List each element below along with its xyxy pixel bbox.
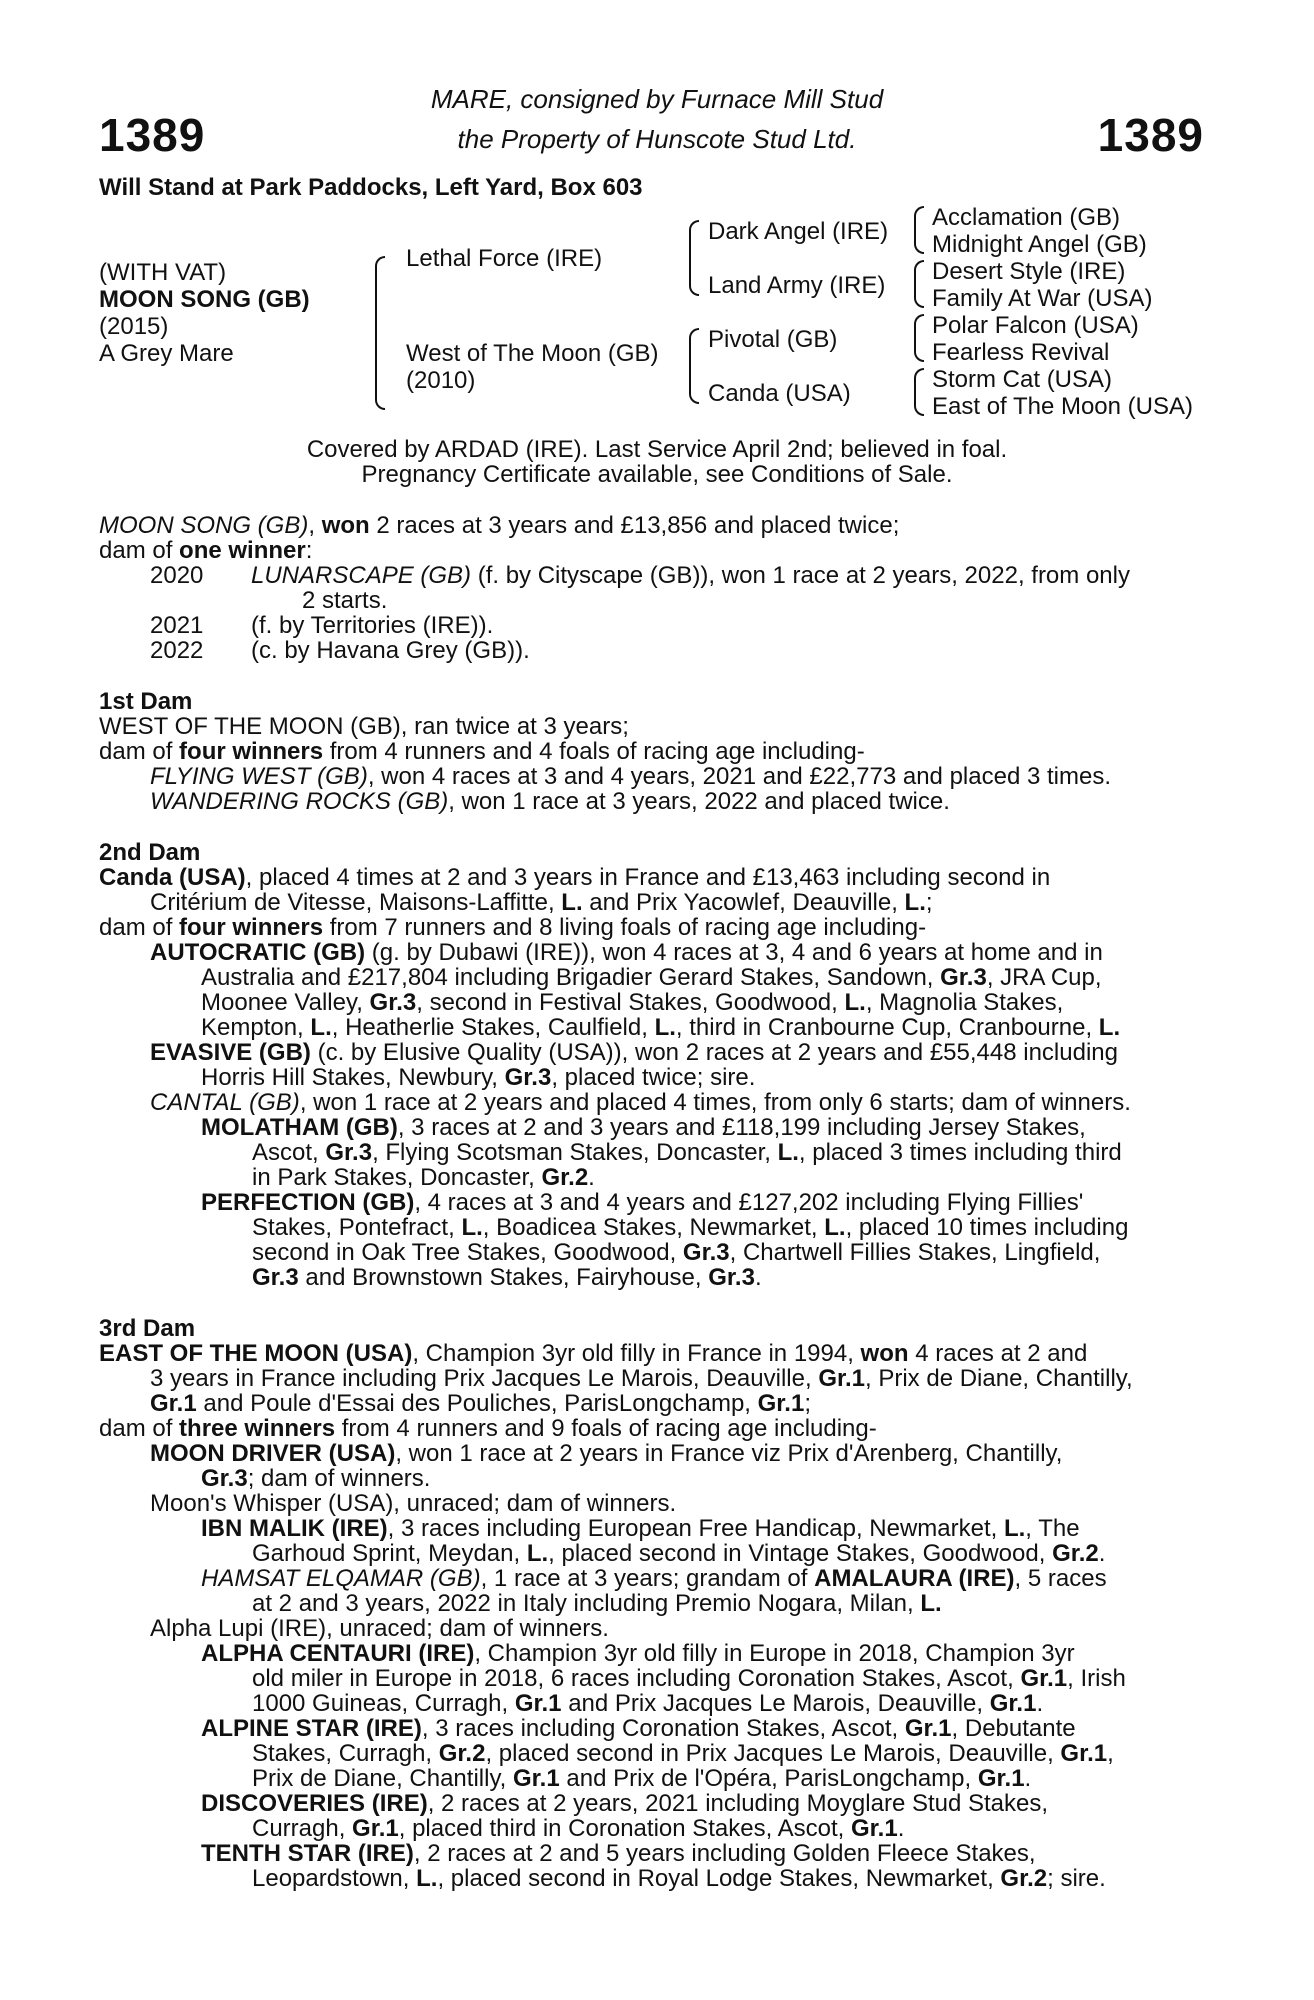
section-heading: 1st Dam	[99, 688, 193, 715]
grade: Gr.3	[682, 1239, 730, 1266]
lot-number-right: 1389	[1097, 109, 1204, 161]
progeny-year: 2020	[150, 562, 204, 589]
grade: Gr.1	[757, 1390, 805, 1417]
won-word: won	[321, 512, 370, 539]
text: , won 4 races at 3 and 4 years, 2021 and £22,773 and placed 3 times.	[367, 763, 1111, 790]
text: , Magnolia Stakes,	[865, 989, 1064, 1016]
text: Ascot,	[252, 1139, 326, 1166]
produce-cont	[252, 1540, 1105, 1568]
produce-entry	[150, 788, 950, 816]
produce-entry	[201, 1515, 1080, 1543]
grade: Gr.3	[369, 989, 417, 1016]
produce-entry	[201, 1189, 1083, 1217]
text: , 2 races at 2 and 5 years including Golden Fleece Stakes,	[413, 1840, 1036, 1867]
text: , Chartwell Fillies Stakes, Lingfield,	[729, 1239, 1101, 1266]
listed-grade: L.	[561, 889, 583, 916]
produce-name: ALPHA CENTAURI (IRE)	[201, 1640, 475, 1667]
gen4-6: Fearless Revival	[932, 339, 1110, 366]
produce-cont	[252, 1815, 904, 1843]
produce-cont	[201, 1014, 1120, 1042]
dam-line	[150, 889, 933, 917]
text: , 5 races	[1014, 1565, 1107, 1592]
text: from 7 runners and 8 living foals of racing age including-	[323, 914, 927, 941]
sire: Lethal Force (IRE)	[406, 245, 603, 272]
progeny-cont: 2 starts.	[302, 587, 388, 614]
produce-cont	[252, 1164, 595, 1192]
sire-sire: Dark Angel (IRE)	[708, 218, 889, 245]
text: and Prix de l'Opéra, ParisLongchamp,	[559, 1765, 978, 1792]
text: , won 1 race at 2 years and placed 4 times, from only 6 starts; dam of winners.	[299, 1089, 1131, 1116]
stand-location: Will Stand at Park Paddocks, Left Yard, Box 603	[99, 174, 643, 201]
produce-cont	[252, 1765, 1031, 1793]
horse-name: MOON SONG (GB)	[99, 286, 310, 313]
text: Prix de Diane, Chantilly,	[252, 1765, 513, 1792]
grade: Gr.3	[201, 1465, 248, 1492]
dam-year: (2010)	[406, 367, 476, 394]
produce-entry	[201, 1840, 1036, 1868]
text: , Boadicea Stakes, Newmarket,	[482, 1214, 825, 1241]
text: Kempton,	[201, 1014, 311, 1041]
pedigree-brace	[689, 220, 699, 296]
produce-entry	[201, 1715, 1076, 1743]
listed-grade: L.	[844, 989, 866, 1016]
grade: Gr.1	[1060, 1740, 1108, 1767]
grade: Gr.1	[818, 1365, 866, 1392]
grade: Gr.3	[940, 964, 987, 991]
text: Moonee Valley,	[201, 989, 370, 1016]
text: 3 years in France including Prix Jacques Le Marois, Deauville,	[150, 1365, 819, 1392]
text: :	[305, 537, 313, 564]
text: , Flying Scotsman Stakes, Doncaster,	[372, 1139, 778, 1166]
progeny-year: 2021	[150, 612, 204, 639]
progeny-name: LUNARSCAPE (GB)	[251, 562, 472, 589]
text: , placed 4 times at 2 and 3 years in France and £13,463 including second in	[245, 864, 1051, 891]
produce-cont	[252, 1139, 1122, 1167]
text: ;	[925, 889, 933, 916]
grade: Gr.1	[352, 1815, 399, 1842]
mare-name: MOON SONG (GB)	[99, 512, 309, 539]
text: 1000 Guineas, Curragh,	[252, 1690, 515, 1717]
pedigree-brace	[914, 206, 924, 254]
horse-description: A Grey Mare	[99, 340, 234, 367]
progeny-year: 2022	[150, 637, 204, 664]
text: , second in Festival Stakes, Goodwood,	[416, 989, 845, 1016]
dam-dam: Canda (USA)	[708, 380, 851, 407]
gen4-3: Desert Style (IRE)	[932, 258, 1126, 285]
text: (g. by Dubawi (IRE)), won 4 races at 3, 4 and 6 years at home and in	[365, 939, 1103, 966]
dam-line	[99, 864, 1202, 892]
text: , won 1 race at 2 years in France viz Prix d'Arenberg, Chantilly,	[395, 1440, 1063, 1467]
gen4-8: East of The Moon (USA)	[932, 393, 1193, 420]
grade: Gr.2	[541, 1164, 589, 1191]
text: , Heatherlie Stakes, Caulfield,	[331, 1014, 655, 1041]
text: and Prix Jacques Le Marois, Deauville,	[561, 1690, 990, 1717]
text: Curragh,	[252, 1815, 353, 1842]
dam-sire: Pivotal (GB)	[708, 326, 838, 353]
dam-name: Canda (USA)	[99, 864, 246, 891]
grade: Gr.1	[150, 1390, 197, 1417]
text: .	[1024, 1765, 1032, 1792]
produce-name: PERFECTION (GB)	[201, 1189, 415, 1216]
text: , The	[1025, 1515, 1080, 1542]
listed-grade: L.	[777, 1139, 799, 1166]
text: , Prix de Diane, Chantilly,	[865, 1365, 1133, 1392]
text: , Irish	[1067, 1665, 1126, 1692]
text: Garhoud Sprint, Meydan,	[252, 1540, 527, 1567]
lot-number-left: 1389	[99, 109, 206, 161]
text: dam of	[99, 1415, 180, 1442]
pregnancy-note: Pregnancy Certificate available, see Conditions of Sale.	[361, 461, 953, 488]
produce-entry	[201, 1114, 1086, 1142]
grade: Gr.2	[438, 1740, 486, 1767]
dam-line: WEST OF THE MOON (GB), ran twice at 3 years;	[99, 713, 629, 740]
listed-grade: L.	[824, 1214, 846, 1241]
produce-cont	[252, 1214, 1128, 1242]
listed-grade: L.	[310, 1014, 332, 1041]
produce-name: WANDERING ROCKS (GB)	[150, 788, 449, 815]
produce-name: AMALAURA (IRE)	[814, 1565, 1015, 1592]
text: , placed second in Royal Lodge Stakes, Newmarket,	[437, 1865, 1001, 1892]
text: , third in Cranbourne Cup, Cranbourne,	[675, 1014, 1099, 1041]
produce-cont	[201, 1064, 755, 1092]
produce-entry	[150, 1089, 1131, 1117]
sire-dam: Land Army (IRE)	[708, 272, 886, 299]
section-heading: 2nd Dam	[99, 839, 201, 866]
text: , placed 10 times including	[845, 1214, 1129, 1241]
progeny-entry: (c. by Havana Grey (GB)).	[251, 637, 530, 664]
text: at 2 and 3 years, 2022 in Italy including Premio Nogara, Milan,	[252, 1590, 921, 1617]
produce-cont	[201, 1465, 430, 1493]
produce-name: TENTH STAR (IRE)	[201, 1840, 414, 1867]
winners-count: four winners	[179, 738, 324, 765]
produce-name: FLYING WEST (GB)	[150, 763, 368, 790]
produce-name: EVASIVE (GB)	[150, 1039, 311, 1066]
text: Leopardstown,	[252, 1865, 417, 1892]
listed-grade: L.	[1003, 1515, 1026, 1542]
produce-name: MOON DRIVER (USA)	[150, 1440, 396, 1467]
text: ; dam of winners.	[247, 1465, 431, 1492]
text: Critérium de Vitesse, Maisons-Laffitte,	[150, 889, 562, 916]
grade: Gr.2	[1052, 1540, 1099, 1567]
section-heading: 3rd Dam	[99, 1315, 196, 1342]
vat-label: (WITH VAT)	[99, 259, 227, 286]
text: dam of	[99, 914, 180, 941]
grade: Gr.3	[708, 1264, 755, 1291]
produce-entry	[150, 763, 1111, 791]
dam-line	[150, 1365, 1133, 1393]
dam-line	[99, 1415, 877, 1443]
text: from 4 runners and 4 foals of racing age including-	[323, 738, 865, 765]
pedigree-brace	[914, 260, 924, 308]
produce-name: MOLATHAM (GB)	[201, 1114, 398, 1141]
progeny-entry	[251, 562, 1130, 590]
text: , 1 race at 3 years; grandam of	[480, 1565, 815, 1592]
gen4-4: Family At War (USA)	[932, 285, 1153, 312]
text: , placed second in Vintage Stakes, Goodwood,	[548, 1540, 1053, 1567]
record-line: MOON SONG (GB), won 2 races at 3 years and £13,856 and placed twice;	[99, 512, 900, 539]
pedigree-brace	[375, 256, 385, 410]
text: from 4 runners and 9 foals of racing age including-	[335, 1415, 877, 1442]
won-word: won	[860, 1340, 909, 1367]
produce-name: AUTOCRATIC (GB)	[150, 939, 366, 966]
produce-entry	[201, 1565, 1107, 1593]
pedigree-brace	[689, 328, 699, 404]
pedigree-brace	[914, 314, 924, 362]
text: and Prix Yacowlef, Deauville,	[582, 889, 905, 916]
text: , JRA Cup,	[986, 964, 1102, 991]
progeny-entry: (f. by Territories (IRE)).	[251, 612, 494, 639]
grade: Gr.1	[513, 1765, 560, 1792]
produce-entry	[201, 1790, 1048, 1818]
text: , 2 races at 2 years, 2021 including Moyglare Stud Stakes,	[427, 1790, 1049, 1817]
produce-cont	[252, 1264, 762, 1292]
listed-grade: L.	[526, 1540, 549, 1567]
listed-grade: L.	[1098, 1014, 1121, 1041]
text: dam of	[99, 738, 180, 765]
produce-name: ALPINE STAR (IRE)	[201, 1715, 422, 1742]
text: , 4 races at 3 and 4 years and £127,202 including Flying Fillies'	[414, 1189, 1084, 1216]
produce-cont	[201, 989, 1063, 1017]
text: ; sire.	[1047, 1865, 1106, 1892]
grade: Gr.1	[989, 1690, 1037, 1717]
produce-entry	[150, 1440, 1062, 1468]
text: .	[897, 1815, 905, 1842]
listed-grade: L.	[654, 1014, 676, 1041]
text: , 3 races including European Free Handicap, Newmarket,	[387, 1515, 1004, 1542]
produce-entry	[150, 939, 1103, 967]
text: .	[1098, 1540, 1106, 1567]
consignor-line-2: the Property of Hunscote Stud Ltd.	[457, 124, 857, 154]
grade: Gr.1	[904, 1715, 952, 1742]
text: .	[588, 1164, 595, 1191]
produce-cont	[252, 1740, 1114, 1768]
gen4-1: Acclamation (GB)	[932, 204, 1121, 231]
text: old miler in Europe in 2018, 6 races including Coronation Stakes, Ascot,	[252, 1665, 1021, 1692]
gen4-7: Storm Cat (USA)	[932, 366, 1113, 393]
produce-name: IBN MALIK (IRE)	[201, 1515, 388, 1542]
dam-line	[99, 738, 865, 766]
text: 2 races at 3 years and £13,856 and placed twice;	[369, 512, 900, 539]
text: second in Oak Tree Stakes, Goodwood,	[252, 1239, 683, 1266]
text: , won 1 race at 3 years, 2022 and placed twice.	[448, 788, 950, 815]
grade: Gr.1	[1020, 1665, 1068, 1692]
text: and Poule d'Essai des Pouliches, ParisLongchamp,	[196, 1390, 758, 1417]
text: , placed third in Coronation Stakes, Ascot,	[398, 1815, 851, 1842]
text: , 3 races including Coronation Stakes, Ascot,	[421, 1715, 905, 1742]
produce-cont	[252, 1239, 1100, 1267]
listed-grade: L.	[416, 1865, 438, 1892]
produce-entry: Alpha Lupi (IRE), unraced; dam of winners.	[150, 1615, 609, 1642]
produce-cont	[252, 1590, 942, 1618]
covered-by: Covered by ARDAD (IRE). Last Service April 2nd; believed in foal.	[306, 436, 1008, 463]
winners-count: three winners	[179, 1415, 336, 1442]
record-line	[99, 537, 312, 565]
text: , placed second in Prix Jacques Le Marois, Deauville,	[485, 1740, 1061, 1767]
produce-entry: Moon's Whisper (USA), unraced; dam of winners.	[150, 1490, 677, 1517]
gen4-2: Midnight Angel (GB)	[932, 231, 1147, 258]
winners-count: four winners	[179, 914, 324, 941]
text: ,	[1107, 1740, 1114, 1767]
produce-entry	[201, 1640, 1075, 1668]
text: , placed twice; sire.	[551, 1064, 756, 1091]
produce-name: DISCOVERIES (IRE)	[201, 1790, 428, 1817]
dam-line	[99, 1340, 1087, 1368]
grade: Gr.1	[514, 1690, 562, 1717]
grade: Gr.1	[851, 1815, 898, 1842]
listed-grade: L.	[461, 1214, 483, 1241]
dam-name: EAST OF THE MOON (USA)	[99, 1340, 413, 1367]
text: Horris Hill Stakes, Newbury,	[201, 1064, 505, 1091]
grade: Gr.1	[977, 1765, 1025, 1792]
produce-cont	[201, 964, 1102, 992]
text: .	[754, 1264, 762, 1291]
gen4-5: Polar Falcon (USA)	[932, 312, 1139, 339]
listed-grade: L.	[920, 1590, 942, 1617]
grade: Gr.3	[325, 1139, 373, 1166]
winners-count: one winner	[179, 537, 306, 564]
produce-cont	[252, 1865, 1106, 1893]
pedigree-brace	[914, 368, 924, 416]
grade: Gr.3	[252, 1264, 299, 1291]
text: .	[1036, 1690, 1044, 1717]
text: and Brownstown Stakes, Fairyhouse,	[298, 1264, 709, 1291]
text: in Park Stakes, Doncaster,	[252, 1164, 542, 1191]
text: dam of	[99, 537, 180, 564]
text: , Champion 3yr old filly in Europe in 2018, Champion 3yr	[474, 1640, 1075, 1667]
text: , placed 3 times including third	[798, 1139, 1122, 1166]
text: (f. by Cityscape (GB)), won 1 race at 2 years, 2022, from only	[471, 562, 1130, 589]
text: Australia and £217,804 including Brigadier Gerard Stakes, Sandown,	[201, 964, 941, 991]
text: Stakes, Curragh,	[252, 1740, 439, 1767]
listed-grade: L.	[904, 889, 926, 916]
dam-line	[99, 914, 926, 942]
text: , Debutante	[951, 1715, 1076, 1742]
horse-year: (2015)	[99, 313, 169, 340]
produce-cont	[252, 1665, 1126, 1693]
text: (c. by Elusive Quality (USA)), won 2 races at 2 years and £55,448 including	[310, 1039, 1118, 1066]
consignor-line-1: MARE, consigned by Furnace Mill Stud	[430, 84, 884, 114]
produce-entry	[150, 1039, 1118, 1067]
produce-name: CANTAL (GB)	[150, 1089, 300, 1116]
produce-cont	[252, 1690, 1043, 1718]
text: Stakes, Pontefract,	[252, 1214, 462, 1241]
text: 4 races at 2 and	[908, 1340, 1088, 1367]
grade: Gr.3	[504, 1064, 552, 1091]
text: ;	[804, 1390, 811, 1417]
text: , 3 races at 2 and 3 years and £118,199 including Jersey Stakes,	[397, 1114, 1086, 1141]
dam: West of The Moon (GB)	[406, 340, 659, 367]
produce-name: HAMSAT ELQAMAR (GB)	[201, 1565, 481, 1592]
text: , Champion 3yr old filly in France in 1994,	[412, 1340, 861, 1367]
grade: Gr.2	[1000, 1865, 1048, 1892]
dam-line	[150, 1390, 811, 1418]
